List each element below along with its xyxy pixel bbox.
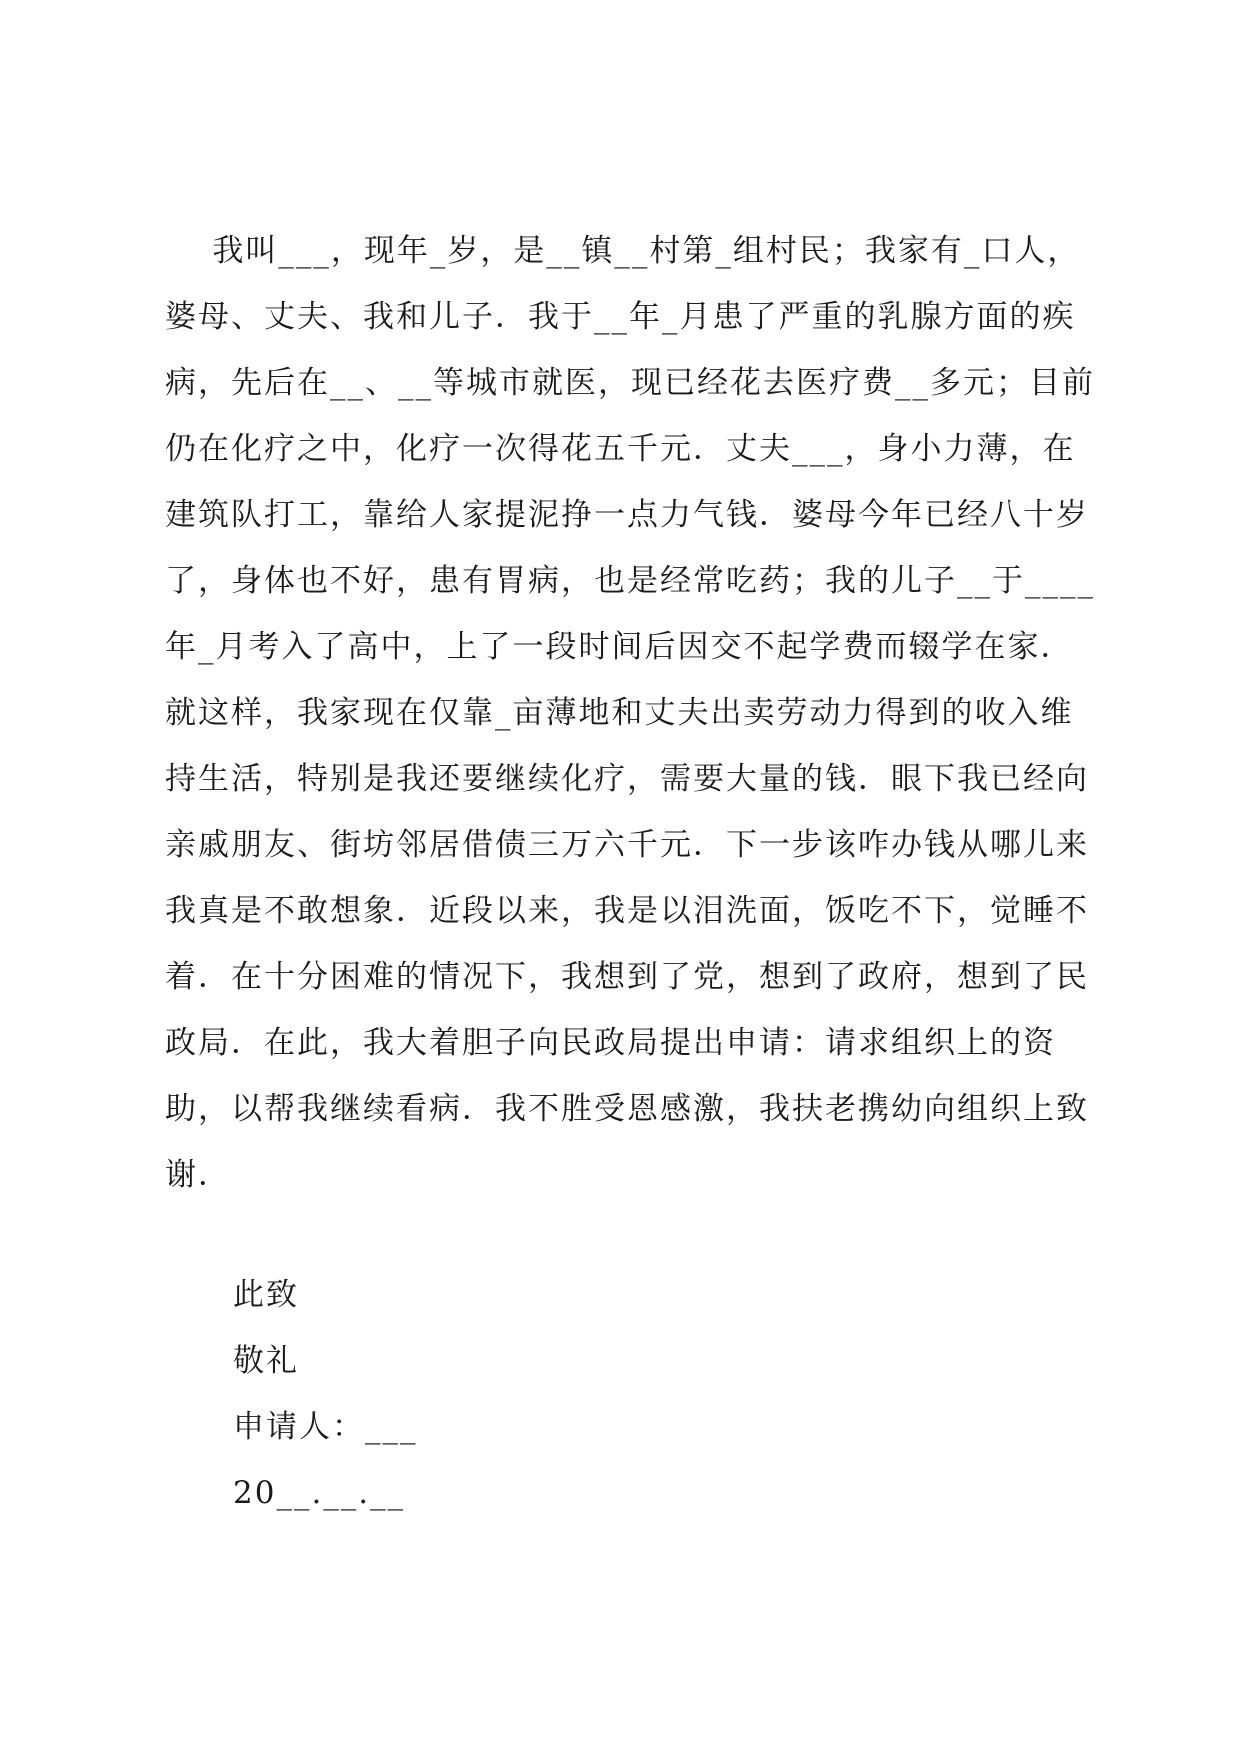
body-line: 病，先后在__、__等城市就医，现已经花去医疗费__多元；目前 [165,365,1095,401]
closing-respect: 敬礼 [233,1343,299,1379]
body-line: 着．在十分困难的情况下，我想到了党，想到了政府，想到了民 [165,959,1089,995]
body-line: 仍在化疗之中，化疗一次得花五千元．丈夫___，身小力薄，在 [165,431,1076,467]
body-line: 建筑队打工，靠给人家提泥挣一点力气钱．婆母今年已经八十岁 [165,497,1089,533]
closing-salutation: 此致 [233,1277,299,1313]
applicant-signature: 申请人：___ [233,1409,418,1445]
body-line: 助，以帮我继续看病．我不胜受恩感激，我扶老携幼向组织上致 [165,1091,1089,1127]
body-line: 政局．在此，我大着胆子向民政局提出申请：请求组织上的资 [165,1025,1056,1061]
body-line: 持生活，特别是我还要继续化疗，需要大量的钱．眼下我已经向 [165,761,1089,797]
body-line: 亲戚朋友、街坊邻居借债三万六千元．下一步该咋办钱从哪儿来 [165,827,1089,863]
body-line: 我真是不敢想象．近段以来，我是以泪洗面，饭吃不下，觉睡不 [165,893,1089,929]
body-line: 我叫___，现年_岁，是__镇__村第_组村民；我家有_口人， [165,233,1081,269]
body-line: 谢． [165,1157,231,1193]
application-body [165,226,1095,1216]
body-line: 婆母、丈夫、我和儿子．我于__年_月患了严重的乳腺方面的疾 [165,299,1076,335]
body-line: 了，身体也不好，患有胃病，也是经常吃药；我的儿子__于____ [165,563,1095,599]
application-date: 20__.__.__ [233,1475,406,1511]
closing-block [233,1270,418,1534]
body-line: 年_月考入了高中，上了一段时间后因交不起学费而辍学在家． [165,629,1074,665]
body-line: 就这样，我家现在仅靠_亩薄地和丈夫出卖劳动力得到的收入维 [165,695,1074,731]
